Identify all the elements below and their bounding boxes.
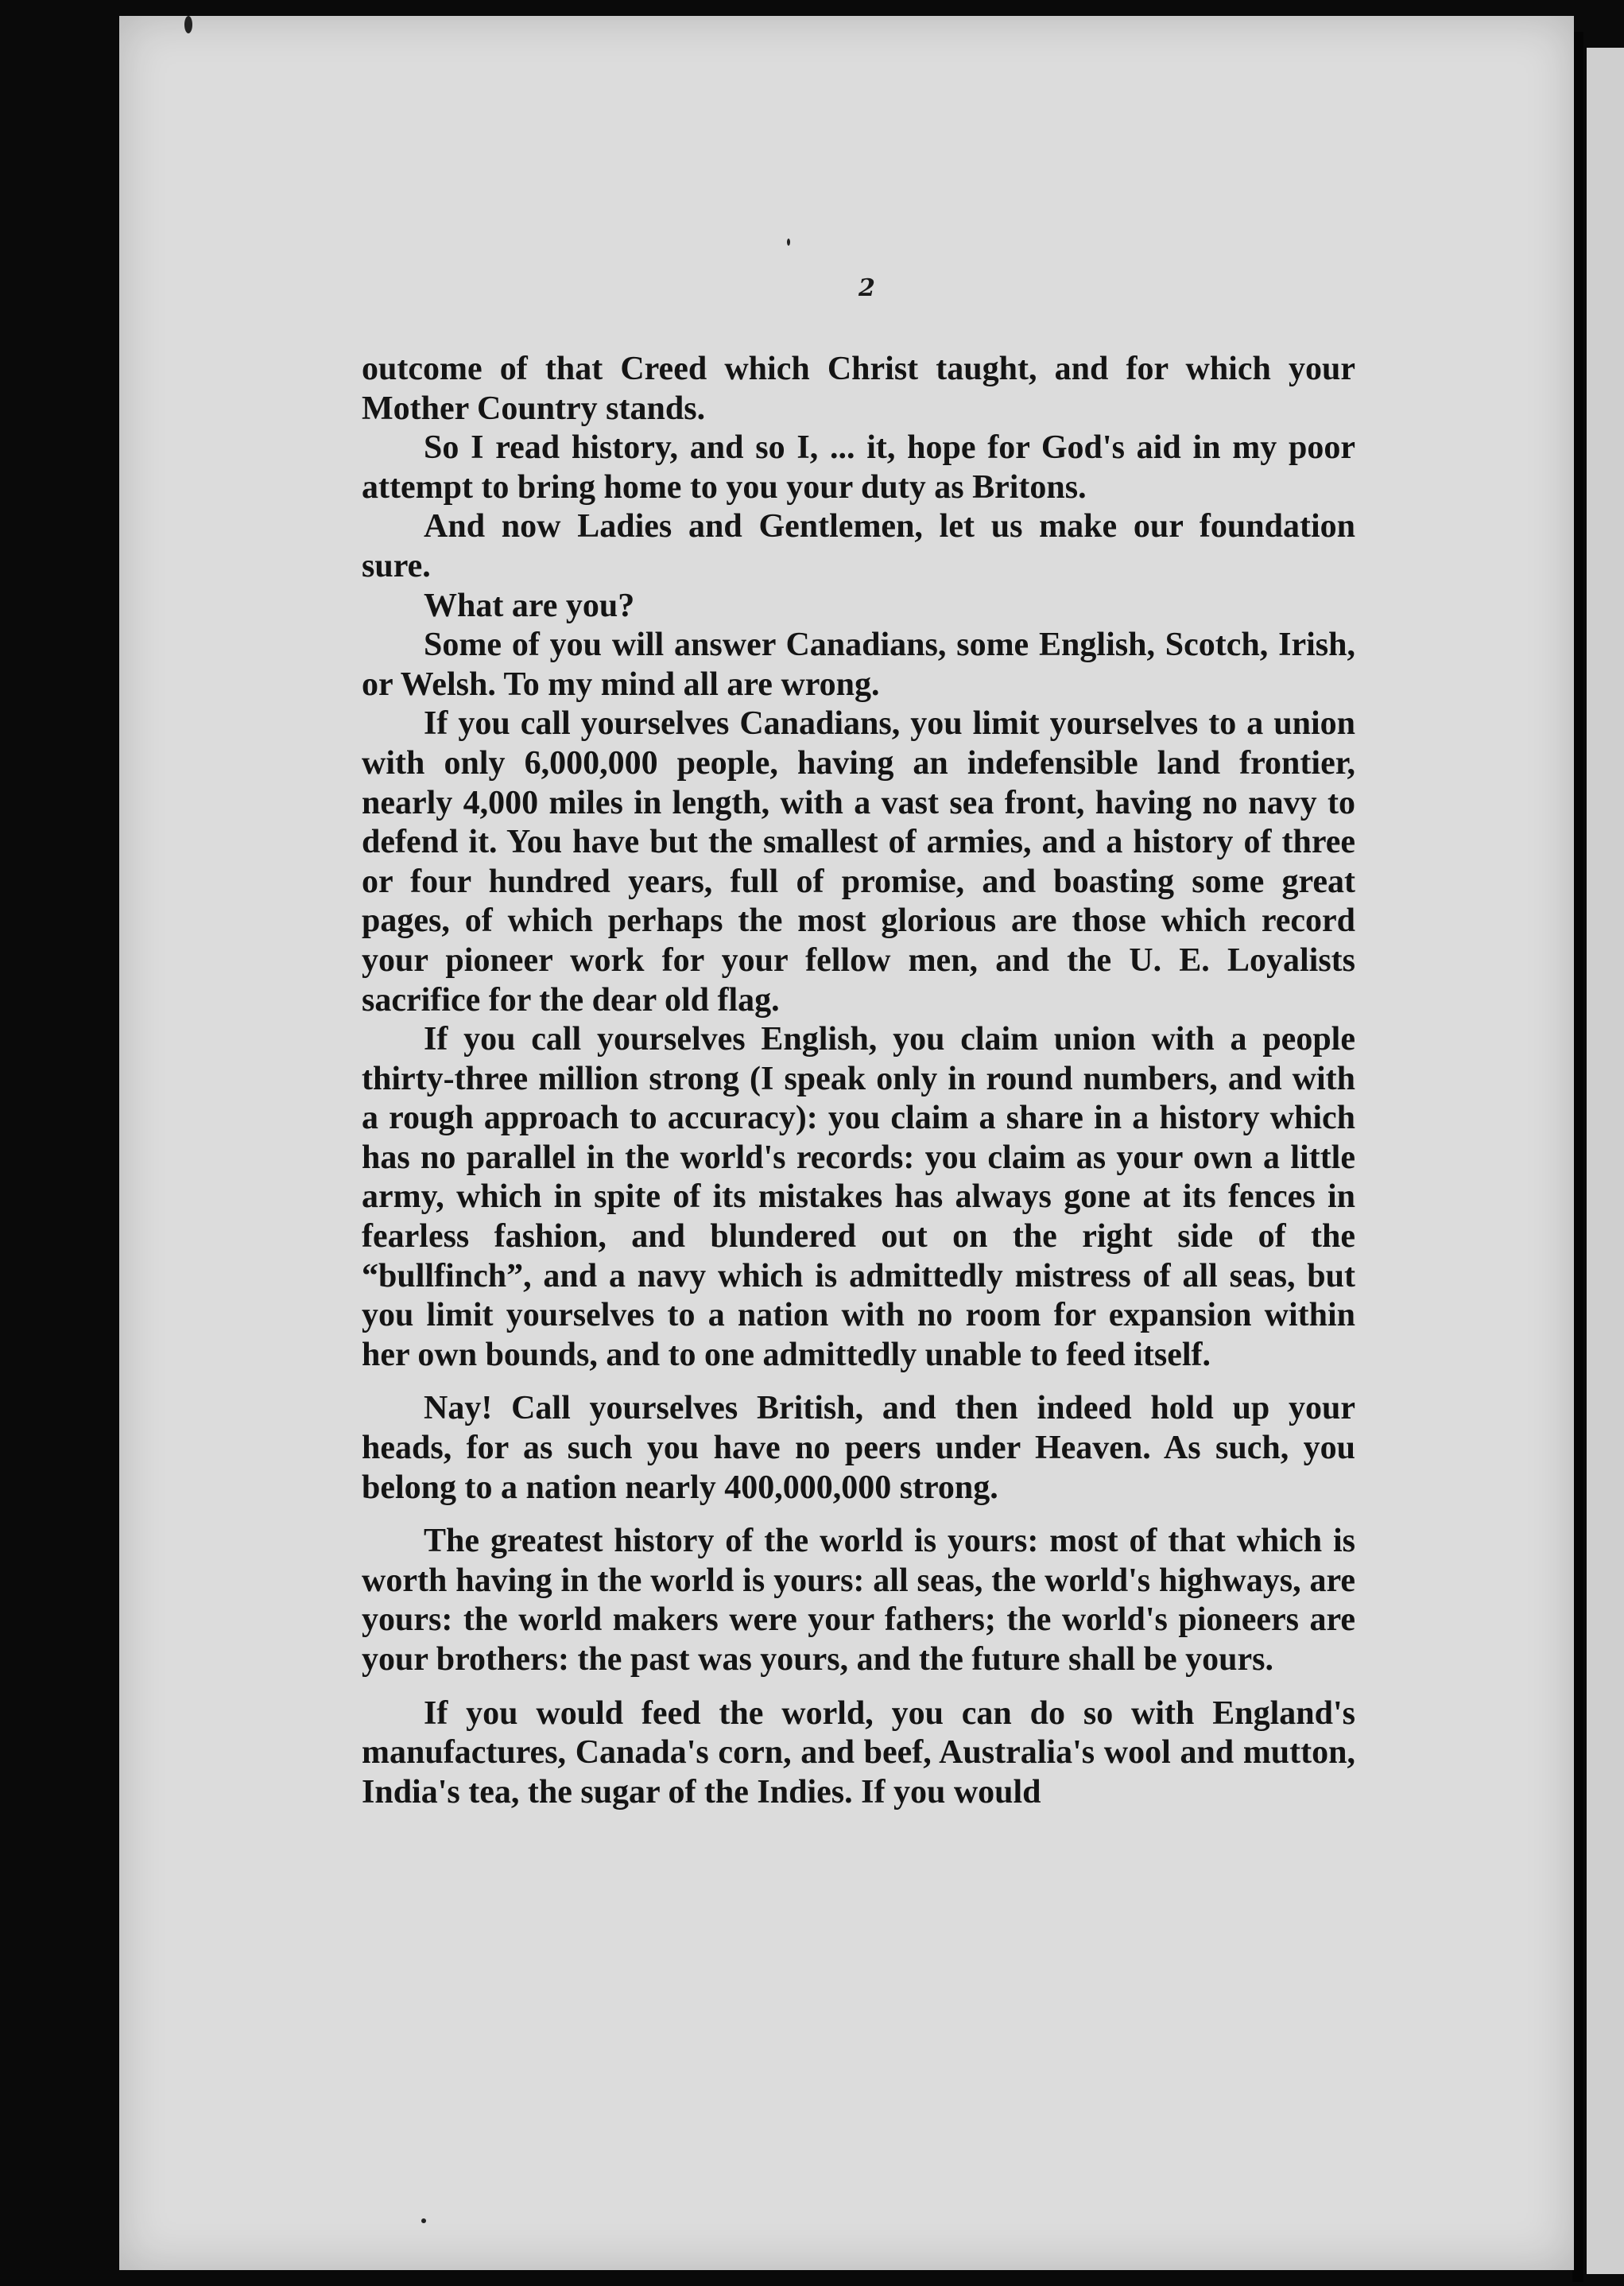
scan-speck <box>184 16 192 33</box>
paragraph: And now Ladies and Gentlemen, let us make our foundation sure. <box>362 508 1355 584</box>
scan-speck <box>787 239 790 246</box>
paragraph: So I read history, and so I, ... it, hope for God's aid in my poor attempt to bring home to you your duty as Britons. <box>362 429 1355 506</box>
paragraph: outcome of that Creed which Christ taught, and for which your Mother Country stands. <box>362 351 1355 427</box>
paragraph: If you would feed the world, you can do so with England's manufactures, Canada's corn, and beef, Australia's wool and mutton, India's tea, the sugar of the Indies. If you would <box>362 1694 1355 1811</box>
page-number: 2 <box>859 274 875 302</box>
scan-speck <box>421 2218 426 2223</box>
adjacent-page-edge <box>1587 48 1624 2274</box>
body-text <box>362 350 1355 1812</box>
paragraph: Some of you will answer Canadians, some English, Scotch, Irish, or Welsh. To my mind all are wrong. <box>362 627 1355 703</box>
paragraph: Nay! Call yourselves British, and then indeed hold up your heads, for as such you have no peers under Heaven. As such, you belong to a nation nearly 400,000,000 strong. <box>362 1390 1355 1506</box>
binding-gutter <box>1572 32 1583 2282</box>
paragraph: If you call yourselves English, you claim union with a people thirty-three million strong (I speak only in round numbers, and with a rough approach to accuracy): you claim a share in a history which has no parallel in the world's records: you claim as your own a little army, which in spite of its mistakes has always gone at its fences in fearless fashion, and blundered out on the right side of the “bullfinch”, and a navy which is admittedly mistress of all seas, but you limit yourselves to a nation with no room for expansion within her own bounds, and to one admittedly unable to feed itself. <box>362 1021 1355 1373</box>
paragraph: If you call yourselves Canadians, you limit yourselves to a union with only 6,000,000 people, having an indefensible land frontier, nearly 4,000 miles in length, with a vast sea front, having no navy to defend it. You have but the smallest of armies, and a history of three or four hundred years, full of promise, and boasting some great pages, of which perhaps the most glorious are those which record your pioneer work for your fellow men, and the U. E. Loyalists sacrifice for the dear old flag. <box>362 705 1355 1019</box>
paragraph: The greatest history of the world is yours: most of that which is worth having in the world is yours: all seas, the world's highways, are yours: the world makers were your fathers; the world's pioneers are your brothers: the past was yours, and the future shall be yours. <box>362 1523 1355 1678</box>
paragraph: What are you? <box>424 587 635 624</box>
